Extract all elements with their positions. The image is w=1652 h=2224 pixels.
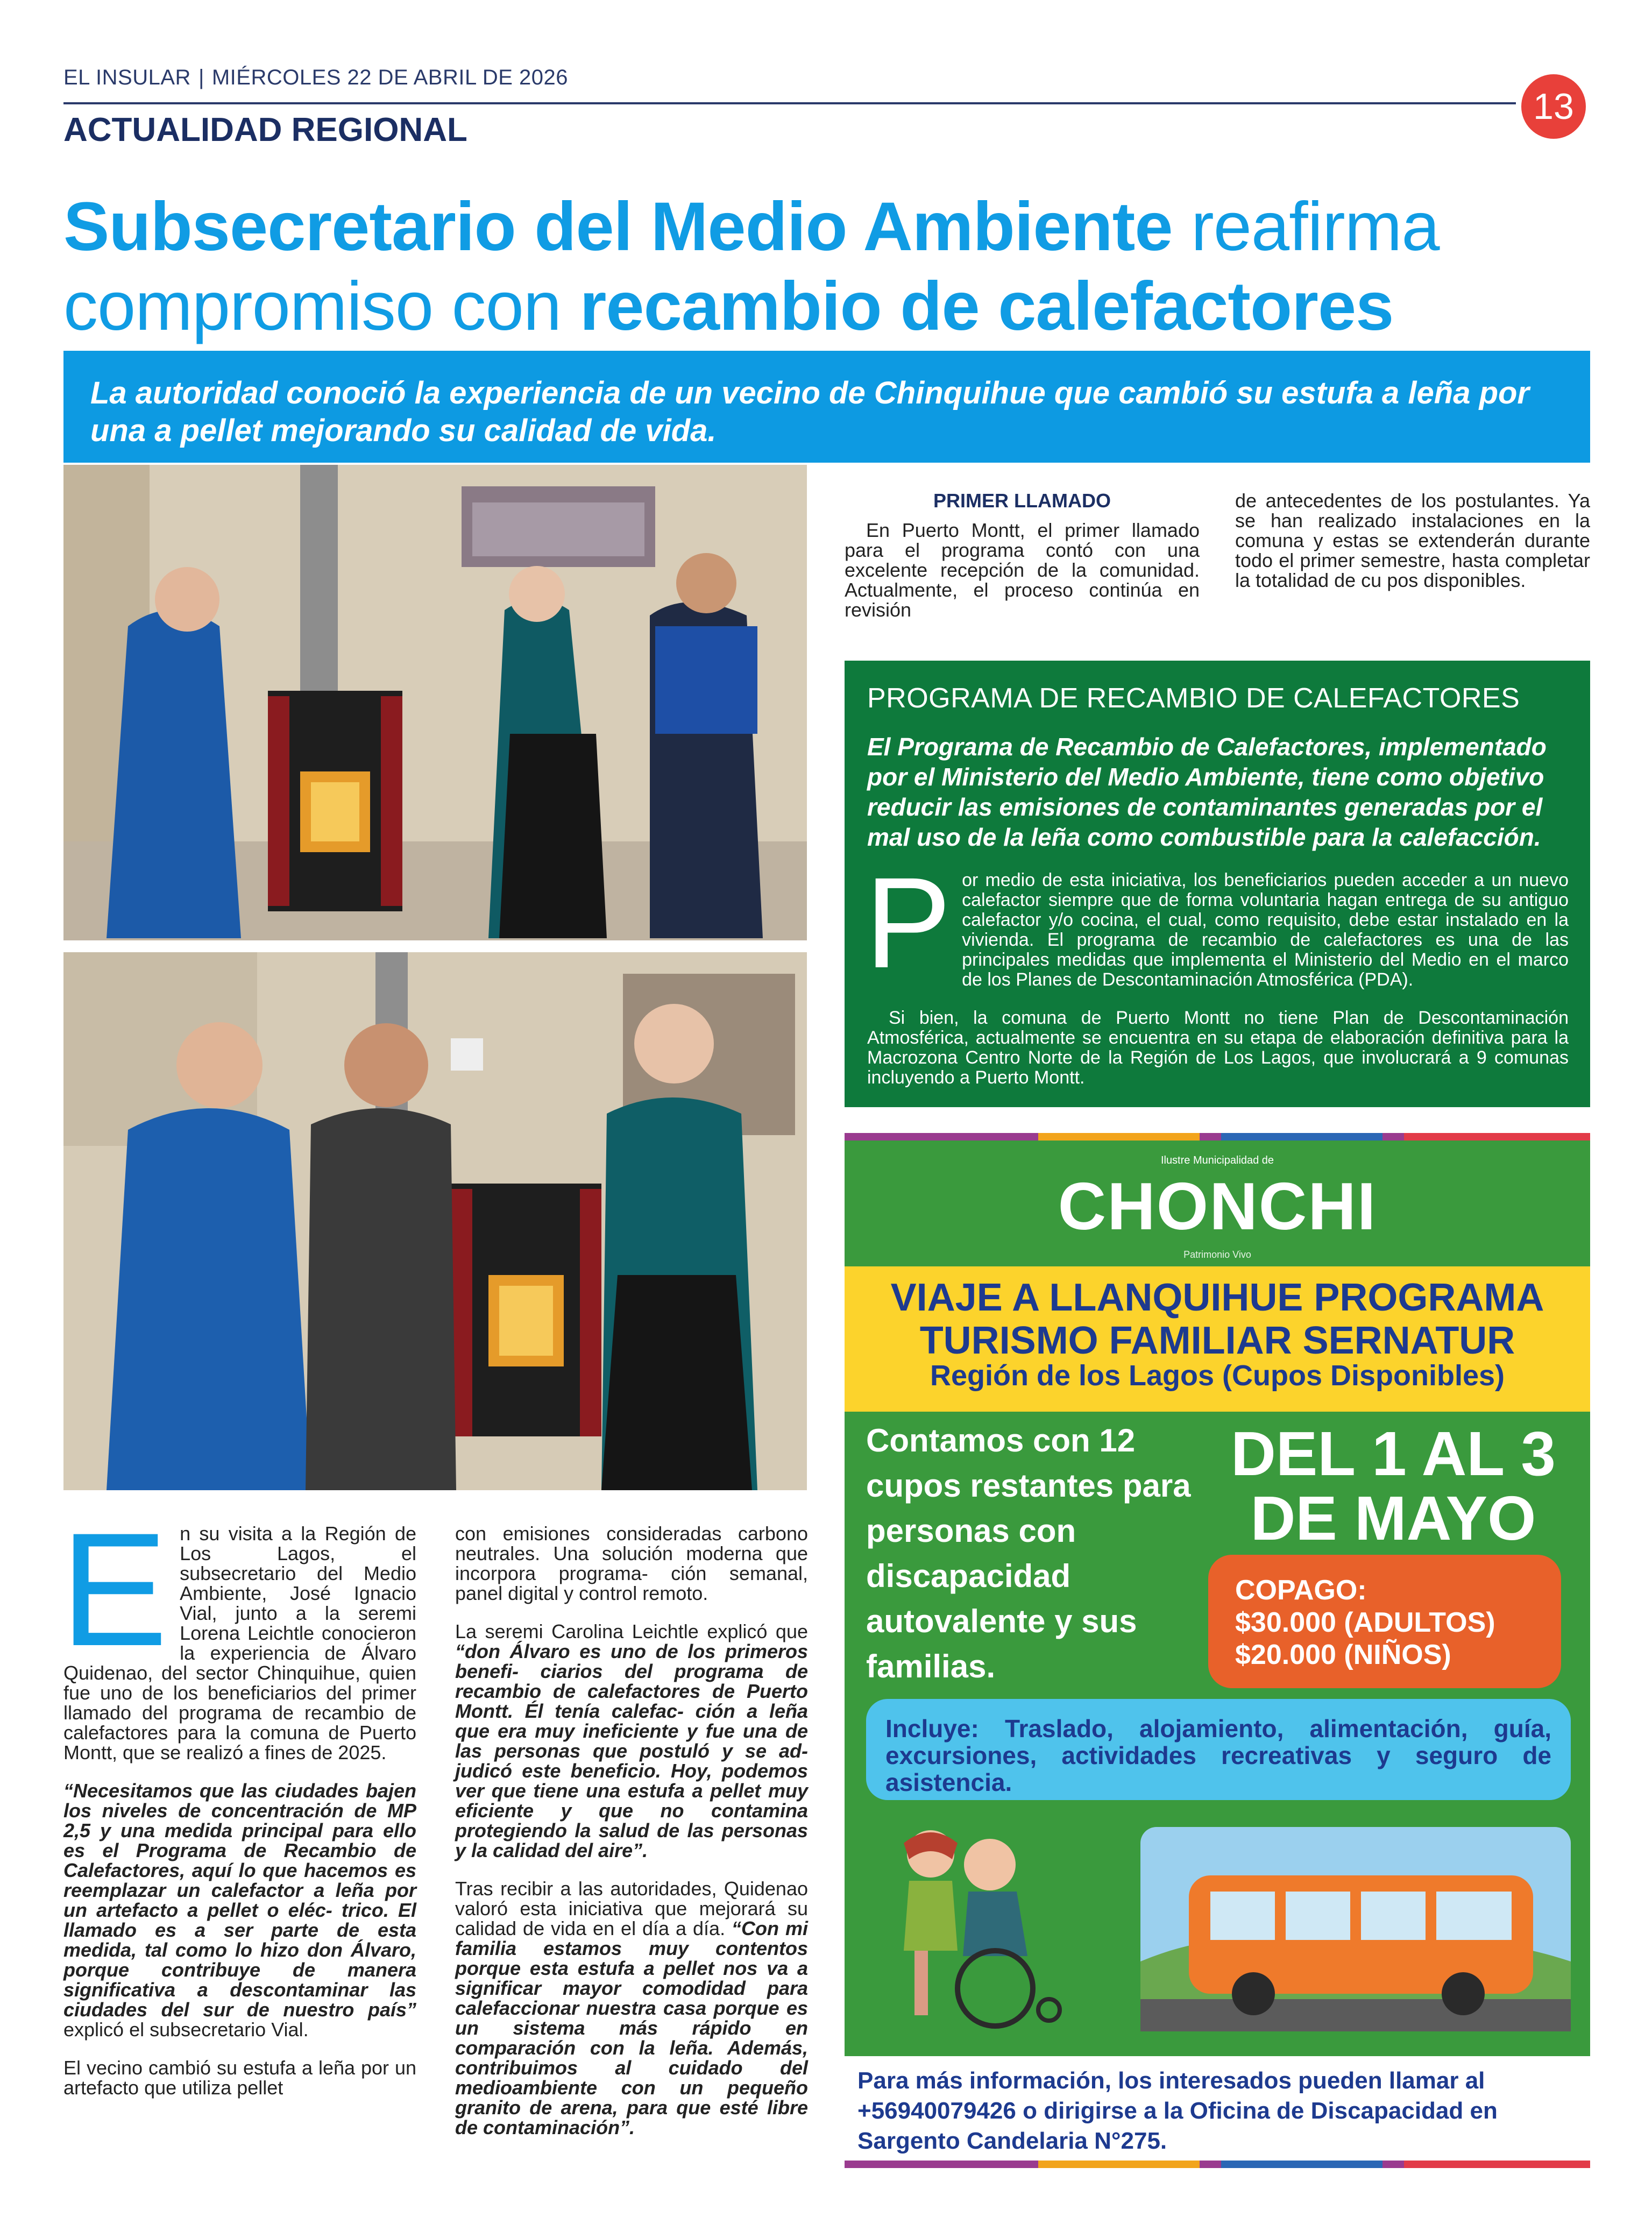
program-box-paragraph-2: Si bien, la comuna de Puerto Montt no tiene Plan de Descontaminación Atmosférica, actualmente se encuentra en su etapa de elaboración definitiva para la Macrozona Centro Norte de la Región de Los Lagos, que involucrará a 9 comunas incluyendo a Puerto Montt. [867,1008,1569,1088]
dropcap-p: P [865,851,952,995]
article-paragraph-1-text: n su visita a la Región de Los Lagos, el subsecretario del Medio Ambiente, José Ignacio Vial, junto a la seremi Lorena Leichtle conocieron la experiencia de Álvaro Quidenao, del sector Chinquihue, quien fue uno de los beneficiarios del primer llamado del programa de recambio de calefactores para la comuna de Puerto Montt, que se realizó a fines de 2025. [63,1522,416,1763]
bus-scene-road [1140,1999,1571,2031]
article-paragraph-1 [60,1499,416,1763]
article-column-2 [455,1524,808,2156]
article-paragraph-4: con emisiones consideradas carbono neutrales. Una solución moderna que incorpora programa- ción semanal, panel digital y control remoto. [455,1522,808,1604]
article-column-1 [60,1499,416,2116]
caregiver-body-icon [904,1881,958,1951]
ad-illustration [866,1822,1571,2031]
article-quote-quidenao [455,1879,808,2137]
ad-cupos-text: Contamos con 12 cupos restantes para personas con discapacidad autovalente y sus familias. [866,1422,1191,1684]
ad-date-line-1: DEL 1 AL 3 [1231,1419,1556,1489]
section-title: ACTUALIDAD REGIONAL [63,111,467,148]
headline-part-3: compromiso con [63,268,561,345]
ad-illustration-graphic [866,1822,1571,2031]
wheelchair-user-head-icon [964,1839,1016,1890]
ad-bottom-stripe-blue [1221,2161,1382,2168]
ad-date-line-2: DE MAYO [1250,1483,1536,1553]
quote-vial-text: “Necesitamos que las ciudades bajen los niveles de concentración de MP 2,5 y una medida principal para ello es el Programa de Recambio de Calefactores, aquí lo que hacemos es reemplazar un calefactor a leña por un artefacto a pellet o eléc- trico. El llamado es a ser parte de esta medida, tal como lo hizo don Álvaro, porque contribuye de manera significativa a descontaminar las ciudades del sur de nuestro país” [63,1780,416,2021]
ad-bottom-stripe-orange [1038,2161,1200,2168]
primer-llamado-title: PRIMER LLAMADO [933,490,1111,512]
ad-info-text: Para más información, los interesados pueden llamar al +56940079426 o dirigirse a la Oficina de Discapacidad en Sargento Candelaria N°275. [857,2067,1498,2154]
ad-copago-adult: $30.000 (ADULTOS) [1235,1607,1495,1638]
ad-logo-tagline: Patrimonio Vivo [1183,1249,1251,1260]
quote-leichtle-lead: La seremi Carolina Leichtle explicó que [455,1620,808,1642]
caregiver-leg-icon [914,1951,928,2015]
masthead-separator: | [198,66,204,89]
chonchi-advertisement [845,1133,1590,2168]
bus-wheel-icon [1442,1972,1485,2015]
bus-window-icon [1286,1892,1350,1940]
quote-quidenao-lead: Tras recibir a las autoridades, Quidenao valoró esta iniciativa que mejorará su calidad de vida en el día a día. [455,1878,808,1939]
bus-window-icon [1361,1892,1426,1940]
ad-title-subtitle: Región de los Lagos (Cupos Disponibles) [930,1359,1505,1392]
ad-bottom-stripe-red [1404,2161,1590,2168]
program-box-paragraph-1 [865,851,1569,995]
program-box-lead: El Programa de Recambio de Calefactores, implementado por el Ministerio del Medio Ambiente, tiene como objetivo reducir las emisiones de contaminantes generadas por el mal uso de la leña como combustible para la calefacción. [867,733,1547,851]
article-quote-leichtle [455,1621,808,1860]
ad-incluye-box: Incluye: Traslado, alojamiento, alimentación, guía, excursiones, actividades recreativas y seguro de asistencia. [866,1699,1571,1800]
primer-llamado-text-2: de antecedentes de los postulantes. Ya se han realizado instalaciones en la comuna y estas se extenderán durante todo el primer semestre, hasta completar la totalidad de cu pos disponibles. [1235,490,1590,591]
headline-part-4: recambio de calefactores [579,268,1394,345]
ad-dates [1216,1419,1571,1553]
quote-leichtle-text: “don Álvaro es uno de los primeros benefi- ciarios del programa de recambio de calefactores de Puerto Montt. Él tenía calefac- ción a leña que era muy ineficiente y fue una de las personas que postuló y se ad- judicó este beneficio. Hoy, podemos ver que tiene una estufa a pellet muy eficiente y que no contamina protegiendo la salud de las personas y la calidad del aire”. [455,1640,808,1861]
bus-window-icon [1436,1892,1512,1940]
dropcap-e: E [60,1499,168,1680]
ad-copago-child: $20.000 (NIÑOS) [1235,1639,1451,1670]
subhead: La autoridad conoció la experiencia de un vecino de Chinquihue que cambió su estufa a leña por una a pellet mejorando su calidad de vida. [90,376,1529,448]
program-box-title: PROGRAMA DE RECAMBIO DE CALEFACTORES [867,683,1520,714]
wheelchair-user-body-icon [963,1892,1027,1956]
masthead [63,66,568,90]
ad-copago-box [1208,1555,1561,1688]
photo-group [63,952,807,1490]
primer-llamado-column-1 [845,491,1200,638]
issue-date: MIÉRCOLES 22 DE ABRIL DE 2026 [211,66,569,89]
ad-top-stripe-blue [1221,1133,1382,1141]
photo-visit-stove [63,465,807,940]
program-box-paragraph-1-text: or medio de esta iniciativa, los beneficiarios pueden acceder a un nuevo calefactor siempre que de forma voluntaria hagan entrega de su antiguo calefactor y/o cocina, el cual, como requisito, debe estar instalado en la vivienda. El programa de recambio de calefactores es una de las principales medidas que implementa el Ministerio del Medio en el marco de los Planes de Descontaminación Atmosférica (PDA). [962,870,1569,990]
headline-part-2: reafirma [1191,188,1440,265]
article-paragraph-3: El vecino cambió su estufa a leña por un artefacto que utiliza pellet [63,2057,416,2099]
ad-logo: CHONCHI [1058,1170,1377,1244]
page-number-badge: 13 [1521,74,1586,139]
wheelchair-front-wheel-icon [1038,1999,1060,2021]
quote-vial-attribution: explicó el subsecretario Vial. [63,2018,309,2041]
headline-part-1: Subsecretario del Medio Ambiente [63,188,1173,265]
bus-window-icon [1210,1892,1275,1940]
wheelchair-wheel-icon [958,1951,1033,2026]
paper-name: EL INSULAR [63,66,191,89]
ad-copago-label: COPAGO: [1235,1575,1367,1606]
headline [63,187,1602,346]
quote-quidenao-text: “Con mi familia estamos muy contentos porque esta estufa a pellet nos va a significar mayor comodidad para calefaccionar nuestra casa porque es un sistema más rápido en comparación con la leña. Además, contribuimos al cuidado del medioambiente con un pequeño granito de arena, para que esté libre de contaminación”. [455,1917,808,2138]
ad-title-line-2: TURISMO FAMILIAR SERNATUR [919,1319,1515,1362]
program-box [845,661,1590,1107]
ad-logo-subtitle: Ilustre Municipalidad de [1160,1155,1274,1166]
primer-llamado-text-1: En Puerto Montt, el primer llamado para el programa contó con una excelente recepción de la comunidad. Actualmente, el proceso continúa en revisión [845,519,1200,621]
ad-title-line-1: VIAJE A LLANQUIHUE PROGRAMA [890,1276,1544,1319]
header-rule [63,102,1516,104]
article-quote-vial [63,1781,416,2039]
ad-top-stripe-red [1404,1133,1590,1141]
primer-llamado-column-2 [1235,491,1590,608]
ad-title [845,1276,1590,1362]
ad-top-stripe-orange [1038,1133,1200,1141]
bus-wheel-icon [1232,1972,1275,2015]
program-box-body [865,851,1569,1088]
